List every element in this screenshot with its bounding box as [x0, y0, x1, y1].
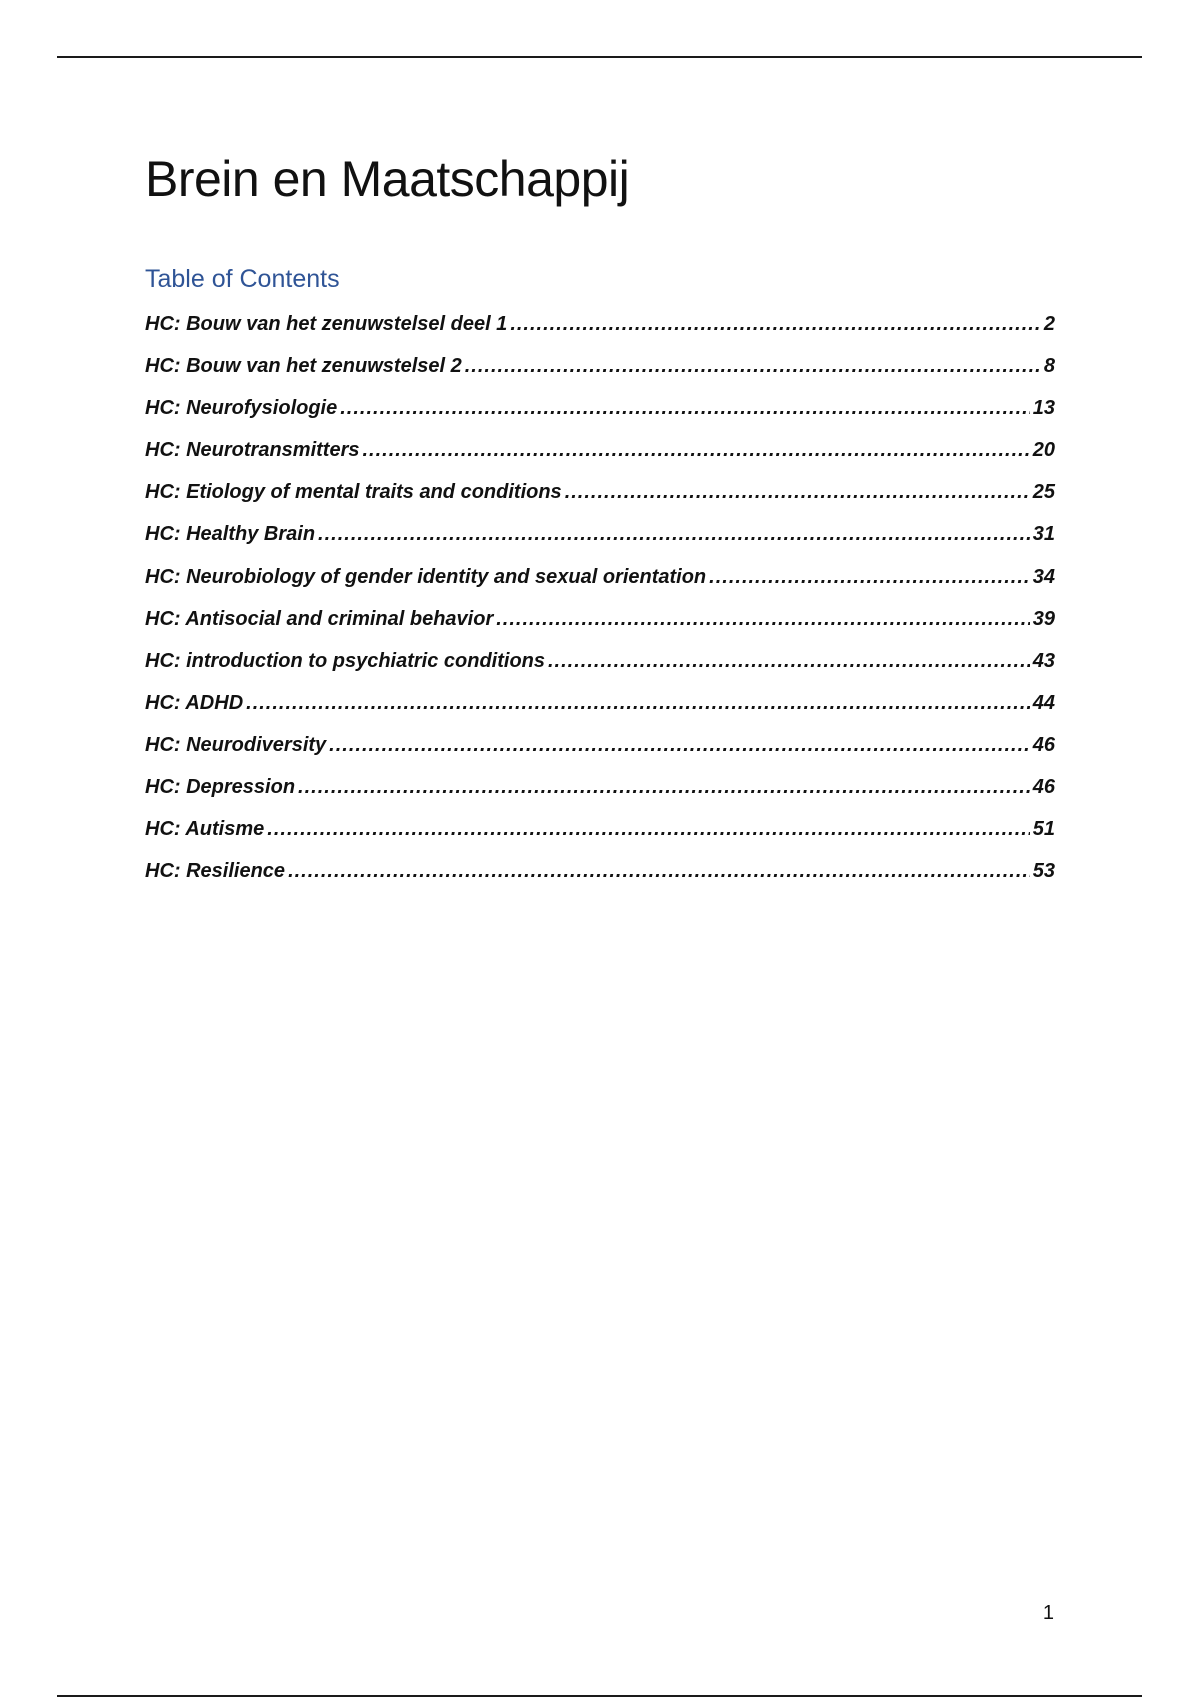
toc-entry[interactable] [145, 566, 1055, 608]
toc-entry-title: HC: Antisocial and criminal behavior [145, 607, 494, 630]
toc-entry[interactable] [145, 355, 1055, 397]
toc-entry-page: 46 [1032, 776, 1055, 799]
table-of-contents [145, 313, 1055, 902]
document-title: Brein en Maatschappij [145, 151, 630, 207]
header-rule [57, 56, 1142, 58]
toc-dot-leader [465, 355, 1041, 378]
toc-dot-leader [709, 566, 1030, 589]
toc-entry-page: 46 [1032, 733, 1055, 756]
toc-dot-leader [548, 650, 1030, 673]
toc-entry[interactable] [145, 860, 1055, 902]
toc-dot-leader [510, 313, 1041, 336]
toc-entry-page: 31 [1032, 523, 1055, 546]
toc-entry-title: HC: Neurodiversity [145, 733, 327, 756]
toc-entry-page: 13 [1032, 397, 1055, 420]
toc-dot-leader [362, 439, 1029, 462]
toc-entry-page: 8 [1043, 355, 1055, 378]
toc-entry-page: 51 [1032, 818, 1055, 841]
toc-dot-leader [267, 818, 1029, 841]
toc-entry[interactable] [145, 523, 1055, 565]
toc-entry[interactable] [145, 439, 1055, 481]
toc-entry-page: 39 [1032, 607, 1055, 630]
toc-entry-title: HC: Bouw van het zenuwstelsel deel 1 [145, 313, 508, 335]
toc-entry-page: 44 [1032, 691, 1055, 714]
toc-entry[interactable] [145, 481, 1055, 523]
toc-entry-page: 2 [1043, 313, 1055, 335]
page-number: 1 [1042, 1602, 1054, 1624]
toc-entry-title: HC: Healthy Brain [145, 523, 316, 546]
toc-entry-page: 20 [1032, 439, 1055, 462]
toc-entry-title: HC: Neurotransmitters [145, 439, 360, 462]
toc-entry-title: HC: Resilience [145, 860, 286, 883]
toc-entry-title: HC: Bouw van het zenuwstelsel 2 [145, 355, 462, 378]
toc-entry-page: 34 [1032, 565, 1055, 588]
toc-entry-title: HC: Autisme [145, 818, 265, 841]
toc-dot-leader [288, 860, 1030, 883]
toc-entry[interactable] [145, 776, 1055, 818]
toc-entry-title: HC: Depression [145, 776, 296, 799]
toc-entry-title: HC: Neurobiology of gender identity and sexual orientation [145, 565, 707, 588]
toc-dot-leader [496, 608, 1030, 631]
footer-rule [57, 1695, 1142, 1697]
toc-dot-leader [340, 397, 1030, 420]
toc-dot-leader [565, 481, 1030, 504]
toc-entry[interactable] [145, 818, 1055, 860]
toc-entry[interactable] [145, 692, 1055, 734]
toc-entry[interactable] [145, 313, 1055, 355]
toc-entry-page: 25 [1032, 481, 1055, 504]
toc-entry[interactable] [145, 397, 1055, 439]
toc-entry-title: HC: introduction to psychiatric conditions [145, 649, 545, 672]
toc-heading: Table of Contents [145, 265, 340, 293]
toc-dot-leader [246, 692, 1030, 715]
toc-entry-page: 53 [1032, 860, 1055, 883]
toc-entry[interactable] [145, 734, 1055, 776]
toc-entry-title: HC: Etiology of mental traits and conditions [145, 481, 562, 504]
toc-dot-leader [318, 523, 1030, 546]
toc-entry[interactable] [145, 608, 1055, 650]
toc-dot-leader [329, 734, 1030, 757]
toc-entry-page: 43 [1032, 649, 1055, 672]
toc-dot-leader [298, 776, 1030, 799]
toc-entry-title: HC: ADHD [145, 691, 244, 714]
toc-entry-title: HC: Neurofysiologie [145, 397, 338, 420]
toc-entry[interactable] [145, 650, 1055, 692]
